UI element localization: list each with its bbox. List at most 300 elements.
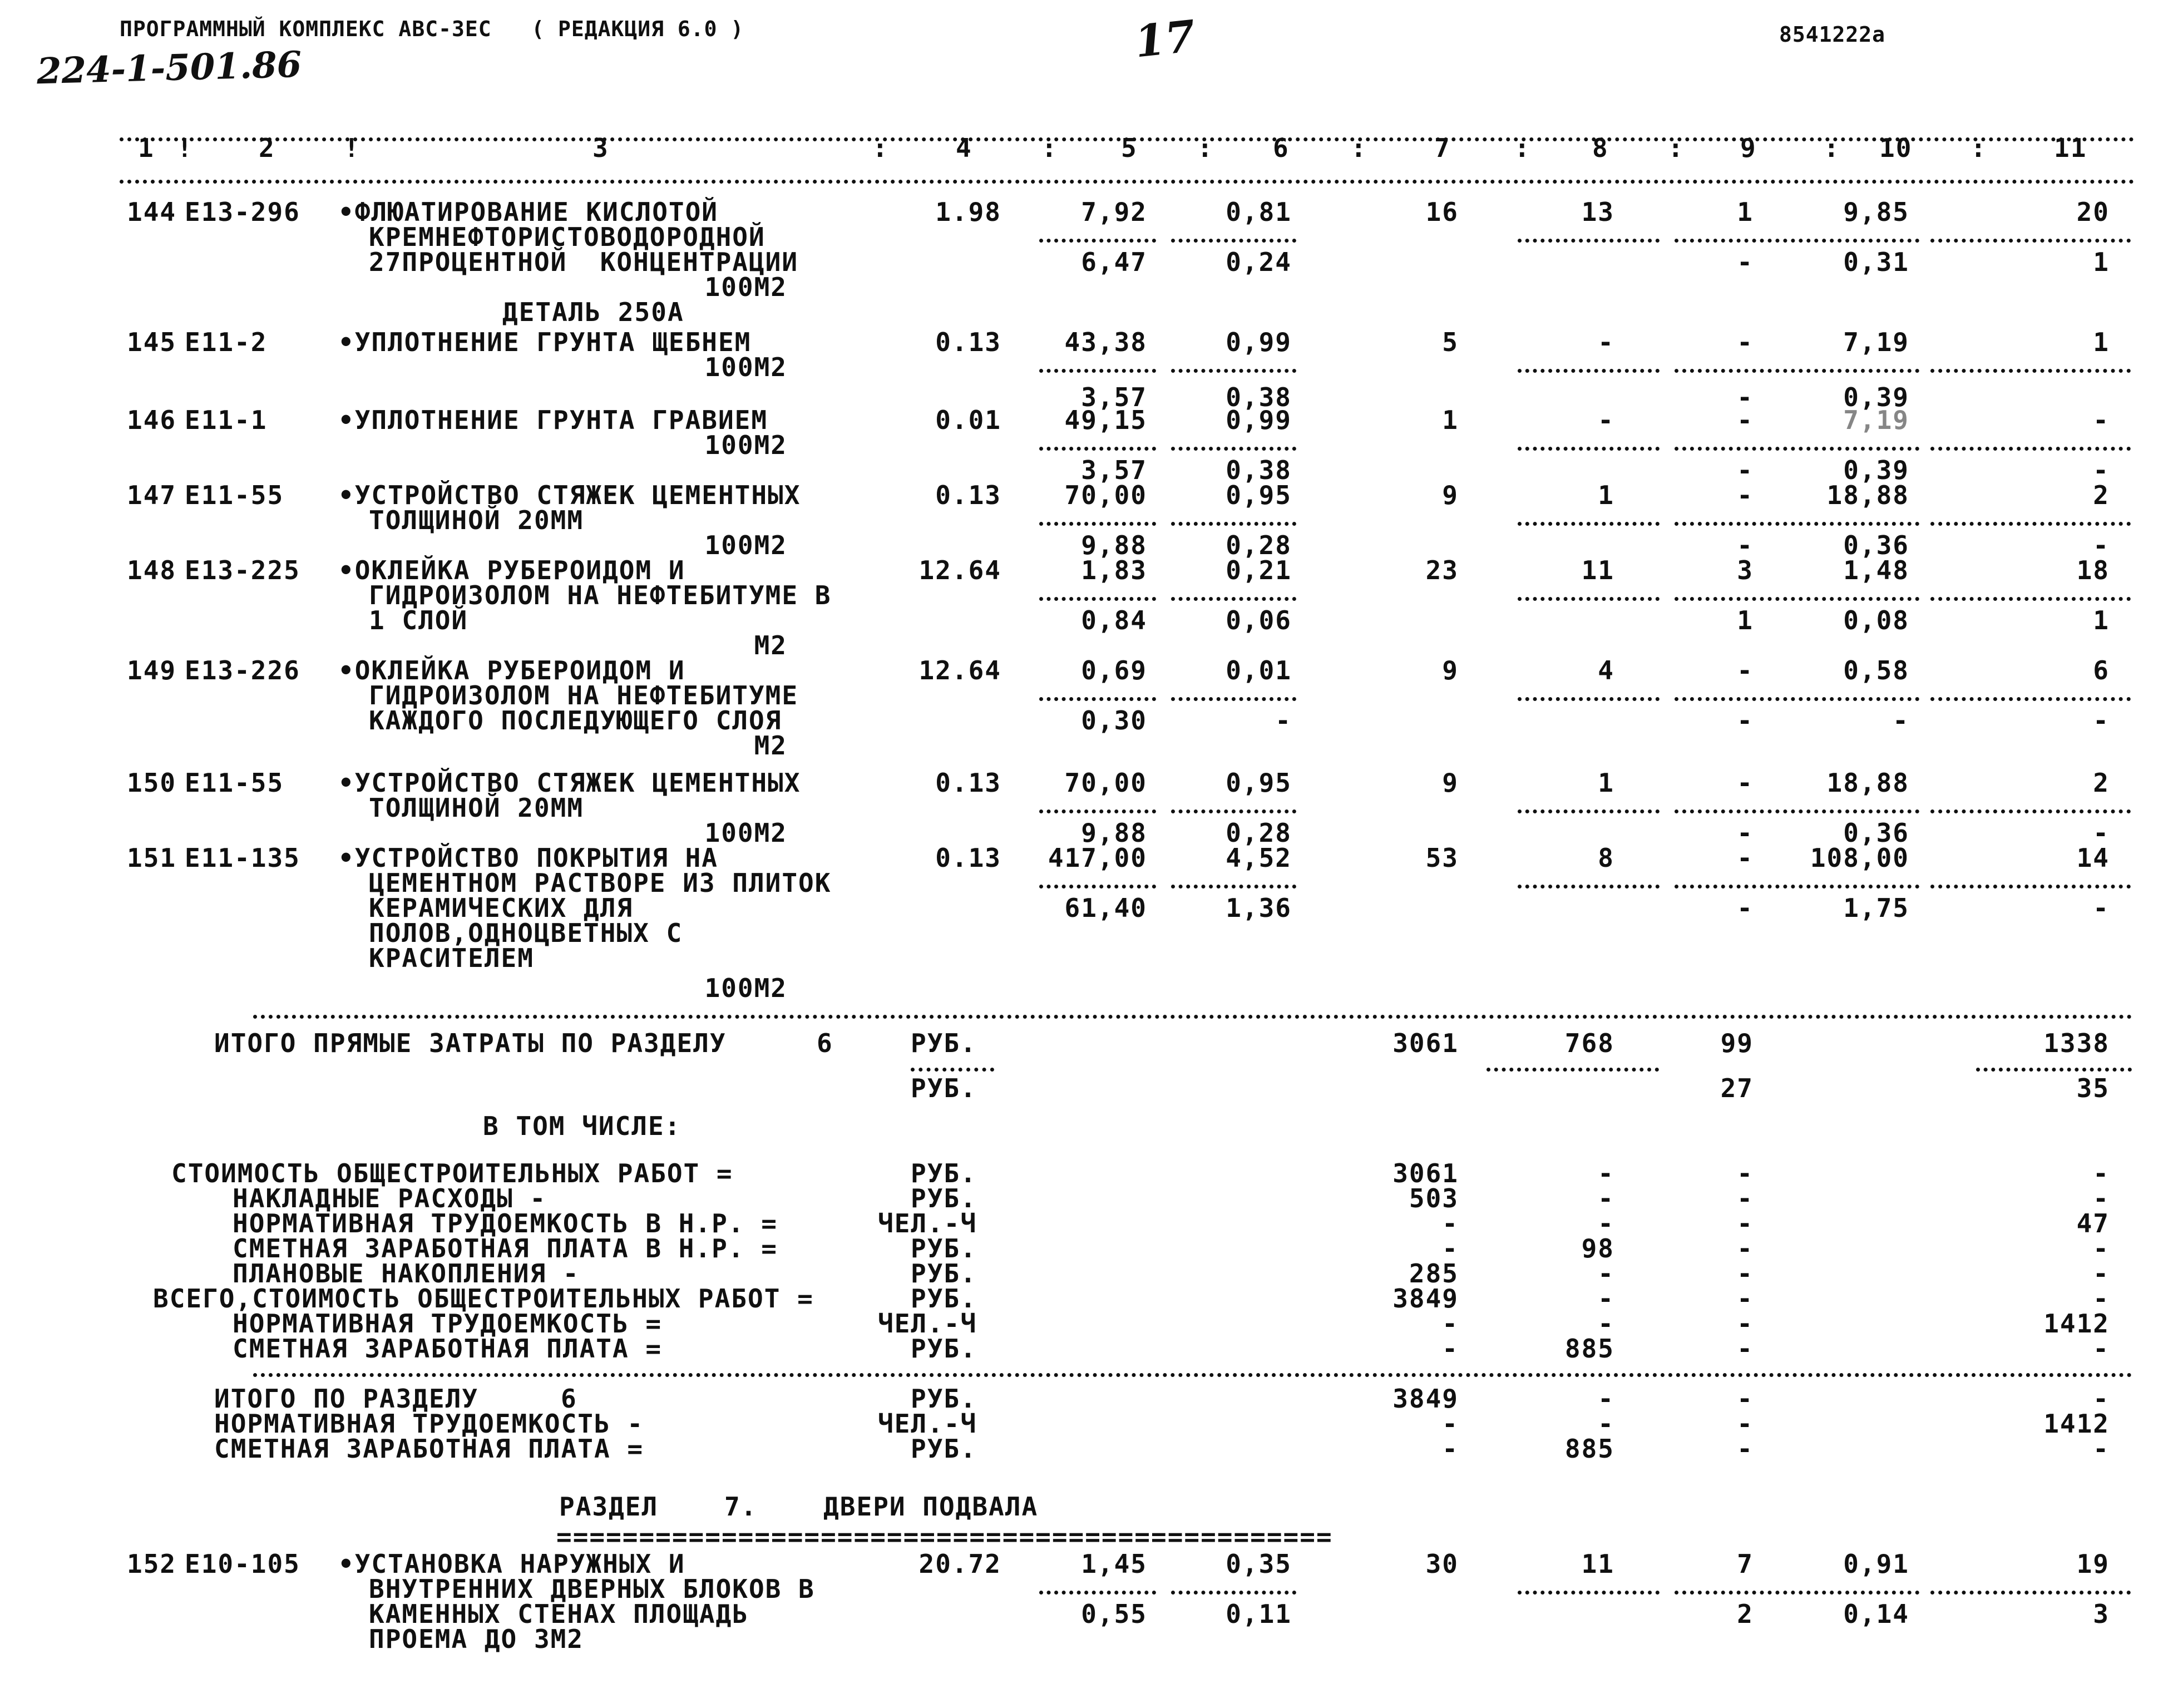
machine-value: 27 <box>1720 1073 1754 1103</box>
rule <box>1171 522 1296 526</box>
labour-total-value: 3 <box>2093 1599 2110 1629</box>
work-name: •ОКЛЕЙКА РУБЕРОИДОМ И <box>338 555 685 585</box>
machine-cost-value: 4,52 <box>1226 843 1292 873</box>
labour-total-value: - <box>2093 455 2110 485</box>
project-stamp-handwritten: 224-1-501.86 <box>36 43 303 93</box>
norm-code: Е11-1 <box>185 405 268 435</box>
rule <box>1518 522 1660 526</box>
row-number: 147 <box>127 480 177 510</box>
row-number: 149 <box>127 655 177 685</box>
print-code: 8541222а <box>1779 22 1886 47</box>
rule <box>1930 447 2131 451</box>
quantity-value: 0.13 <box>935 768 1001 798</box>
unit-cost-value: 0,84 <box>1081 605 1147 635</box>
rule <box>1039 885 1156 888</box>
machine-value: 7 <box>1737 1549 1754 1579</box>
unit-of-measure: ЧЕЛ.-Ч <box>878 1208 977 1238</box>
machine-cost-value: 0,28 <box>1226 818 1292 848</box>
labour-total-value: 1338 <box>2043 1028 2110 1058</box>
total-cost-value: 9 <box>1442 768 1459 798</box>
labour-total-value: 2 <box>2093 768 2110 798</box>
summary-label: СТОИМОСТЬ ОБЩЕСТРОИТЕЛЬНЫХ РАБОТ = <box>171 1158 733 1188</box>
column-header: 10 <box>1879 133 1913 163</box>
total-cost-value: 5 <box>1442 327 1459 357</box>
column-header: 8 <box>1592 133 1609 163</box>
page-number-handwritten: 17 <box>1132 11 1198 68</box>
total-cost-value: 23 <box>1425 555 1459 585</box>
machine-cost-value: 0,11 <box>1226 1599 1292 1629</box>
column-separator: ! <box>177 133 194 163</box>
unit-cost-value: 70,00 <box>1064 768 1147 798</box>
quantity-value: 0.13 <box>935 480 1001 510</box>
unit-label: 100М2 <box>704 352 787 382</box>
machine-cost-value: 0,99 <box>1226 327 1292 357</box>
wage-value: 11 <box>1581 1549 1614 1579</box>
machine-value: - <box>1737 1409 1754 1439</box>
work-name: •УПЛОТНЕНИЕ ГРУНТА ГРАВИЕМ <box>338 405 768 435</box>
unit-of-measure: РУБ. <box>911 1434 977 1464</box>
labour-total-value: 1 <box>2093 605 2110 635</box>
machine-cost-value: 0,99 <box>1226 405 1292 435</box>
labour-value: 18,88 <box>1826 768 1909 798</box>
machine-value: - <box>1737 655 1754 685</box>
quantity-value: 0.13 <box>935 843 1001 873</box>
rule <box>1171 239 1296 243</box>
unit-of-measure: ЧЕЛ.-Ч <box>878 1309 977 1339</box>
wage-value: - <box>1598 405 1614 435</box>
labour-value: 7,19 <box>1843 405 1909 435</box>
unit-cost-value: 3,57 <box>1081 455 1147 485</box>
unit-cost-value: 1,45 <box>1081 1549 1147 1579</box>
column-header: 5 <box>1121 133 1138 163</box>
row-number: 144 <box>127 197 177 227</box>
unit-cost-value: 1,83 <box>1081 555 1147 585</box>
norm-code: Е11-2 <box>185 327 268 357</box>
work-name-cont: 1 СЛОЙ <box>369 605 468 635</box>
machine-value: - <box>1737 405 1754 435</box>
work-name: •УСТРОЙСТВО ПОКРЫТИЯ НА <box>338 843 718 873</box>
rule <box>1039 239 1156 243</box>
wage-value: - <box>1598 327 1614 357</box>
rule <box>1930 239 2131 243</box>
rule <box>1039 809 1156 813</box>
work-name: •УСТРОЙСТВО СТЯЖЕК ЦЕМЕНТНЫХ <box>338 480 801 510</box>
section-number: 6 <box>817 1028 833 1058</box>
quantity-value: 12.64 <box>918 655 1001 685</box>
labour-value: 0,39 <box>1843 382 1909 412</box>
unit-label: 100М2 <box>704 818 787 848</box>
unit-cost-value: 7,92 <box>1081 197 1147 227</box>
labour-total-value: - <box>2093 1158 2110 1188</box>
labour-value: 0,14 <box>1843 1599 1909 1629</box>
work-name-cont: ГИДРОИЗОЛОМ НА НЕФТЕБИТУМЕ <box>369 680 799 710</box>
machine-value: - <box>1737 843 1754 873</box>
rule <box>1039 697 1156 701</box>
work-name-cont: ГИДРОИЗОЛОМ НА НЕФТЕБИТУМЕ В <box>369 580 832 610</box>
total-cost-value: - <box>1442 1309 1459 1339</box>
labour-total-value: - <box>2093 1183 2110 1213</box>
labour-total-value: - <box>2093 1434 2110 1464</box>
unit-cost-value: 9,88 <box>1081 818 1147 848</box>
labour-value: 0,31 <box>1843 247 1909 277</box>
rule <box>1675 369 1919 373</box>
wage-value: 1 <box>1598 768 1614 798</box>
rule <box>253 1373 2132 1377</box>
unit-of-measure: РУБ. <box>911 1233 977 1263</box>
work-name-cont: ТОЛЩИНОЙ 20ММ <box>369 505 584 535</box>
machine-cost-value: 0,81 <box>1226 197 1292 227</box>
labour-total-value: - <box>2093 1384 2110 1414</box>
work-name-cont: КЕРАМИЧЕСКИХ ДЛЯ <box>369 893 634 923</box>
rule <box>1930 697 2131 701</box>
summary-label: ВСЕГО,СТОИМОСТЬ ОБЩЕСТРОИТЕЛЬНЫХ РАБОТ = <box>153 1284 814 1314</box>
norm-code: Е13-225 <box>185 555 300 585</box>
labour-value: - <box>1893 705 1909 735</box>
labour-value: 1,75 <box>1843 893 1909 923</box>
rule <box>1518 885 1660 888</box>
unit-label: 100М2 <box>704 430 787 460</box>
total-cost-value: - <box>1442 1334 1459 1364</box>
total-cost-value: 9 <box>1442 655 1459 685</box>
row-number: 145 <box>127 327 177 357</box>
wage-value: 768 <box>1564 1028 1614 1058</box>
machine-value: - <box>1737 1434 1754 1464</box>
work-name-cont: ПОЛОВ,ОДНОЦВЕТНЫХ С <box>369 918 683 948</box>
unit-cost-value: 49,15 <box>1064 405 1147 435</box>
section-number: 6 <box>561 1384 577 1414</box>
wage-value: 885 <box>1564 1434 1614 1464</box>
total-cost-value: - <box>1442 1208 1459 1238</box>
labour-value: 18,88 <box>1826 480 1909 510</box>
rule <box>1930 522 2131 526</box>
column-header: 1 <box>138 133 155 163</box>
rule <box>1518 239 1660 243</box>
unit-of-measure: РУБ. <box>911 1384 977 1414</box>
machine-value: - <box>1737 1284 1754 1314</box>
machine-value: - <box>1737 247 1754 277</box>
summary-label: СМЕТНАЯ ЗАРАБОТНАЯ ПЛАТА = <box>233 1334 663 1364</box>
machine-cost-value: - <box>1275 705 1292 735</box>
labour-value: 1,48 <box>1843 555 1909 585</box>
rule <box>1171 1591 1296 1595</box>
labour-total-value: 20 <box>2076 197 2110 227</box>
machine-value: 3 <box>1737 555 1754 585</box>
rule <box>911 1068 994 1072</box>
total-cost-value: 285 <box>1409 1258 1459 1289</box>
labour-total-value: - <box>2093 893 2110 923</box>
norm-code: Е11-135 <box>185 843 300 873</box>
quantity-value: 12.64 <box>918 555 1001 585</box>
machine-value: 99 <box>1720 1028 1754 1058</box>
work-name-cont: ТОЛЩИНОЙ 20ММ <box>369 793 584 823</box>
unit-of-measure: РУБ. <box>911 1284 977 1314</box>
column-separator: : <box>1514 133 1531 163</box>
rule <box>1675 1591 1919 1595</box>
labour-value: 0,39 <box>1843 455 1909 485</box>
machine-value: - <box>1737 1384 1754 1414</box>
work-name-cont: КРЕМНЕФТОРИСТОВОДОРОДНОЙ <box>369 222 766 252</box>
labour-total-value: 1 <box>2093 327 2110 357</box>
work-name: •УСТРОЙСТВО СТЯЖЕК ЦЕМЕНТНЫХ <box>338 768 801 798</box>
total-cost-value: 3849 <box>1392 1384 1459 1414</box>
unit-cost-value: 0,30 <box>1081 705 1147 735</box>
rule <box>1518 369 1660 373</box>
machine-value: - <box>1737 893 1754 923</box>
column-separator: : <box>1971 133 1987 163</box>
machine-value: - <box>1737 530 1754 560</box>
double-rule: =============================================== <box>556 1522 1333 1552</box>
total-label: СМЕТНАЯ ЗАРАБОТНАЯ ПЛАТА = <box>214 1434 644 1464</box>
rule <box>1487 1068 1659 1072</box>
total-cost-value: 16 <box>1425 197 1459 227</box>
summary-label: СМЕТНАЯ ЗАРАБОТНАЯ ПЛАТА В Н.Р. = <box>233 1233 778 1263</box>
unit-of-measure: ЧЕЛ.-Ч <box>878 1409 977 1439</box>
labour-total-value: 47 <box>2076 1208 2110 1238</box>
labour-total-value: 1412 <box>2043 1309 2110 1339</box>
wage-value: - <box>1598 1384 1614 1414</box>
machine-value: - <box>1737 1334 1754 1364</box>
unit-cost-value: 70,00 <box>1064 480 1147 510</box>
rule <box>1675 885 1919 888</box>
machine-value: - <box>1737 818 1754 848</box>
labour-total-value: 6 <box>2093 655 2110 685</box>
machine-cost-value: 1,36 <box>1226 893 1292 923</box>
unit-of-measure: РУБ. <box>911 1334 977 1364</box>
labour-total-value: 18 <box>2076 555 2110 585</box>
machine-cost-value: 0,95 <box>1226 480 1292 510</box>
column-header: 7 <box>1434 133 1451 163</box>
wage-value: - <box>1598 1409 1614 1439</box>
rule <box>1039 522 1156 526</box>
machine-value: 1 <box>1737 197 1754 227</box>
rule <box>1039 1591 1156 1595</box>
unit-of-measure: РУБ. <box>911 1158 977 1188</box>
rule <box>1675 809 1919 813</box>
column-separator: : <box>1824 133 1840 163</box>
unit-label: 100М2 <box>704 973 787 1003</box>
rule <box>120 180 2135 184</box>
machine-value: 2 <box>1737 1599 1754 1629</box>
machine-value: 1 <box>1737 605 1754 635</box>
norm-code: Е13-296 <box>185 197 300 227</box>
wage-value: - <box>1598 1158 1614 1188</box>
work-name: •УПЛОТНЕНИЕ ГРУНТА ЩЕБНЕМ <box>338 327 752 357</box>
rule <box>253 1015 2132 1019</box>
labour-value: 9,85 <box>1843 197 1909 227</box>
column-header: 4 <box>956 133 972 163</box>
labour-total-value: - <box>2093 1233 2110 1263</box>
wage-value: - <box>1598 1258 1614 1289</box>
labour-total-value: - <box>2093 1258 2110 1289</box>
labour-value: 7,19 <box>1843 327 1909 357</box>
unit-cost-value: 61,40 <box>1064 893 1147 923</box>
labour-value: 0,08 <box>1843 605 1909 635</box>
machine-value: - <box>1737 1208 1754 1238</box>
rule <box>1930 1591 2131 1595</box>
wage-value: 1 <box>1598 480 1614 510</box>
wage-value: 13 <box>1581 197 1614 227</box>
rule <box>1675 697 1919 701</box>
row-number: 146 <box>127 405 177 435</box>
total-cost-value: 3849 <box>1392 1284 1459 1314</box>
summary-label: НАКЛАДНЫЕ РАСХОДЫ - <box>233 1183 547 1213</box>
row-number: 152 <box>127 1549 177 1579</box>
total-cost-value: 3061 <box>1392 1158 1459 1188</box>
wage-value: - <box>1598 1183 1614 1213</box>
summary-label: ПЛАНОВЫЕ НАКОПЛЕНИЯ - <box>233 1258 580 1289</box>
rule <box>1171 369 1296 373</box>
unit-cost-value: 417,00 <box>1048 843 1147 873</box>
work-name-cont: ЦЕМЕНТНОМ РАСТВОРЕ ИЗ ПЛИТОК <box>369 868 832 898</box>
column-header: 2 <box>259 133 275 163</box>
work-name-cont: КРАСИТЕЛЕМ <box>369 943 534 973</box>
labour-total-value: - <box>2093 1284 2110 1314</box>
column-separator: : <box>872 133 889 163</box>
column-header: 11 <box>2054 133 2087 163</box>
rule <box>1171 809 1296 813</box>
work-name: •УСТАНОВКА НАРУЖНЫХ И <box>338 1549 685 1579</box>
rule <box>1518 697 1660 701</box>
labour-total-value: - <box>2093 705 2110 735</box>
rule <box>1518 1591 1660 1595</box>
summary-label: НОРМАТИВНАЯ ТРУДОЕМКОСТЬ В Н.Р. = <box>233 1208 778 1238</box>
unit-of-measure: РУБ. <box>911 1073 977 1103</box>
unit-cost-value: 9,88 <box>1081 530 1147 560</box>
machine-cost-value: 0,06 <box>1226 605 1292 635</box>
labour-total-value: - <box>2093 530 2110 560</box>
labour-total-value: - <box>2093 818 2110 848</box>
machine-value: - <box>1737 1183 1754 1213</box>
machine-value: - <box>1737 705 1754 735</box>
rule <box>1518 597 1660 601</box>
wage-value: - <box>1598 1284 1614 1314</box>
labour-total-value: 14 <box>2076 843 2110 873</box>
labour-total-value: 19 <box>2076 1549 2110 1579</box>
rule <box>1518 447 1660 451</box>
machine-value: - <box>1737 455 1754 485</box>
total-cost-value: 1 <box>1442 405 1459 435</box>
rule <box>1930 369 2131 373</box>
machine-cost-value: 0,21 <box>1226 555 1292 585</box>
rule <box>1675 447 1919 451</box>
machine-cost-value: 0,28 <box>1226 530 1292 560</box>
labour-total-value: 1 <box>2093 247 2110 277</box>
unit-cost-value: 0,55 <box>1081 1599 1147 1629</box>
machine-cost-value: 0,01 <box>1226 655 1292 685</box>
total-cost-value: - <box>1442 1409 1459 1439</box>
machine-value: - <box>1737 1158 1754 1188</box>
labour-value: 0,91 <box>1843 1549 1909 1579</box>
wage-value: 11 <box>1581 555 1614 585</box>
unit-cost-value: 6,47 <box>1081 247 1147 277</box>
column-header: 9 <box>1740 133 1757 163</box>
total-label: ИТОГО ПРЯМЫЕ ЗАТРАТЫ ПО РАЗДЕЛУ <box>214 1028 727 1058</box>
machine-cost-value: 0,38 <box>1226 455 1292 485</box>
machine-value: - <box>1737 768 1754 798</box>
work-name-cont: 27ПРОЦЕНТНОЙ КОНЦЕНТРАЦИИ <box>369 247 799 277</box>
labour-value: 108,00 <box>1810 843 1909 873</box>
column-separator: : <box>1668 133 1685 163</box>
unit-of-measure: РУБ. <box>911 1028 977 1058</box>
rule <box>1171 885 1296 888</box>
total-cost-value: 9 <box>1442 480 1459 510</box>
rule <box>1039 597 1156 601</box>
rule <box>1675 239 1919 243</box>
wage-value: 885 <box>1564 1334 1614 1364</box>
quantity-value: 1.98 <box>935 197 1001 227</box>
quantity-value: 0.01 <box>935 405 1001 435</box>
norm-code: Е11-55 <box>185 480 284 510</box>
section-heading: РАЗДЕЛ 7. ДВЕРИ ПОДВАЛА <box>559 1492 1039 1522</box>
work-name: •ФЛЮАТИРОВАНИЕ КИСЛОТОЙ <box>338 197 718 227</box>
unit-label: 100М2 <box>704 272 787 302</box>
quantity-value: 20.72 <box>918 1549 1001 1579</box>
rule <box>1675 597 1919 601</box>
wage-value: 98 <box>1581 1233 1614 1263</box>
unit-cost-value: 3,57 <box>1081 382 1147 412</box>
rule <box>1518 809 1660 813</box>
summary-label: НОРМАТИВНАЯ ТРУДОЕМКОСТЬ = <box>233 1309 663 1339</box>
column-separator: ! <box>344 133 360 163</box>
unit-cost-value: 43,38 <box>1064 327 1147 357</box>
total-cost-value: 53 <box>1425 843 1459 873</box>
unit-of-measure: РУБ. <box>911 1258 977 1289</box>
work-name-cont: КАМЕННЫХ СТЕНАХ ПЛОЩАДЬ <box>369 1599 749 1629</box>
column-separator: : <box>1351 133 1367 163</box>
work-name-cont: ВНУТРЕННИХ ДВЕРНЫХ БЛОКОВ В <box>369 1574 815 1604</box>
labour-value: 0,36 <box>1843 530 1909 560</box>
wage-value: 8 <box>1598 843 1614 873</box>
labour-total-value: - <box>2093 1334 2110 1364</box>
labour-total-value: 2 <box>2093 480 2110 510</box>
labour-total-value: - <box>2093 405 2110 435</box>
machine-value: - <box>1737 1309 1754 1339</box>
wage-value: - <box>1598 1309 1614 1339</box>
rule <box>1171 697 1296 701</box>
subheading: В ТОМ ЧИСЛЕ: <box>483 1111 681 1141</box>
rule <box>1930 597 2131 601</box>
rule <box>1930 885 2131 888</box>
total-label: НОРМАТИВНАЯ ТРУДОЕМКОСТЬ - <box>214 1409 644 1439</box>
rule <box>1930 809 2131 813</box>
wage-value: 4 <box>1598 655 1614 685</box>
total-cost-value: - <box>1442 1233 1459 1263</box>
unit-of-measure: РУБ. <box>911 1183 977 1213</box>
total-label: ИТОГО ПО РАЗДЕЛУ <box>214 1384 479 1414</box>
machine-value: - <box>1737 1258 1754 1289</box>
machine-cost-value: 0,35 <box>1226 1549 1292 1579</box>
rule <box>1976 1068 2132 1072</box>
labour-total-value: 35 <box>2076 1073 2110 1103</box>
norm-code: Е11-55 <box>185 768 284 798</box>
total-cost-value: 503 <box>1409 1183 1459 1213</box>
detail-label: ДЕТАЛЬ 250А <box>502 297 684 327</box>
column-header: 6 <box>1273 133 1290 163</box>
unit-cost-value: 0,69 <box>1081 655 1147 685</box>
app-title: ПРОГРАММНЫЙ КОМПЛЕКС АВС-3ЕС ( РЕДАКЦИЯ 6.0 ) <box>120 17 744 41</box>
machine-cost-value: 0,95 <box>1226 768 1292 798</box>
work-name-cont: ПРОЕМА ДО 3М2 <box>369 1624 584 1654</box>
labour-value: 0,58 <box>1843 655 1909 685</box>
unit-label: М2 <box>754 730 787 761</box>
rule <box>1675 522 1919 526</box>
work-name-cont: КАЖДОГО ПОСЛЕДУЮЩЕГО СЛОЯ <box>369 705 782 735</box>
column-separator: : <box>1197 133 1214 163</box>
total-cost-value: 30 <box>1425 1549 1459 1579</box>
row-number: 148 <box>127 555 177 585</box>
machine-value: - <box>1737 1233 1754 1263</box>
quantity-value: 0.13 <box>935 327 1001 357</box>
